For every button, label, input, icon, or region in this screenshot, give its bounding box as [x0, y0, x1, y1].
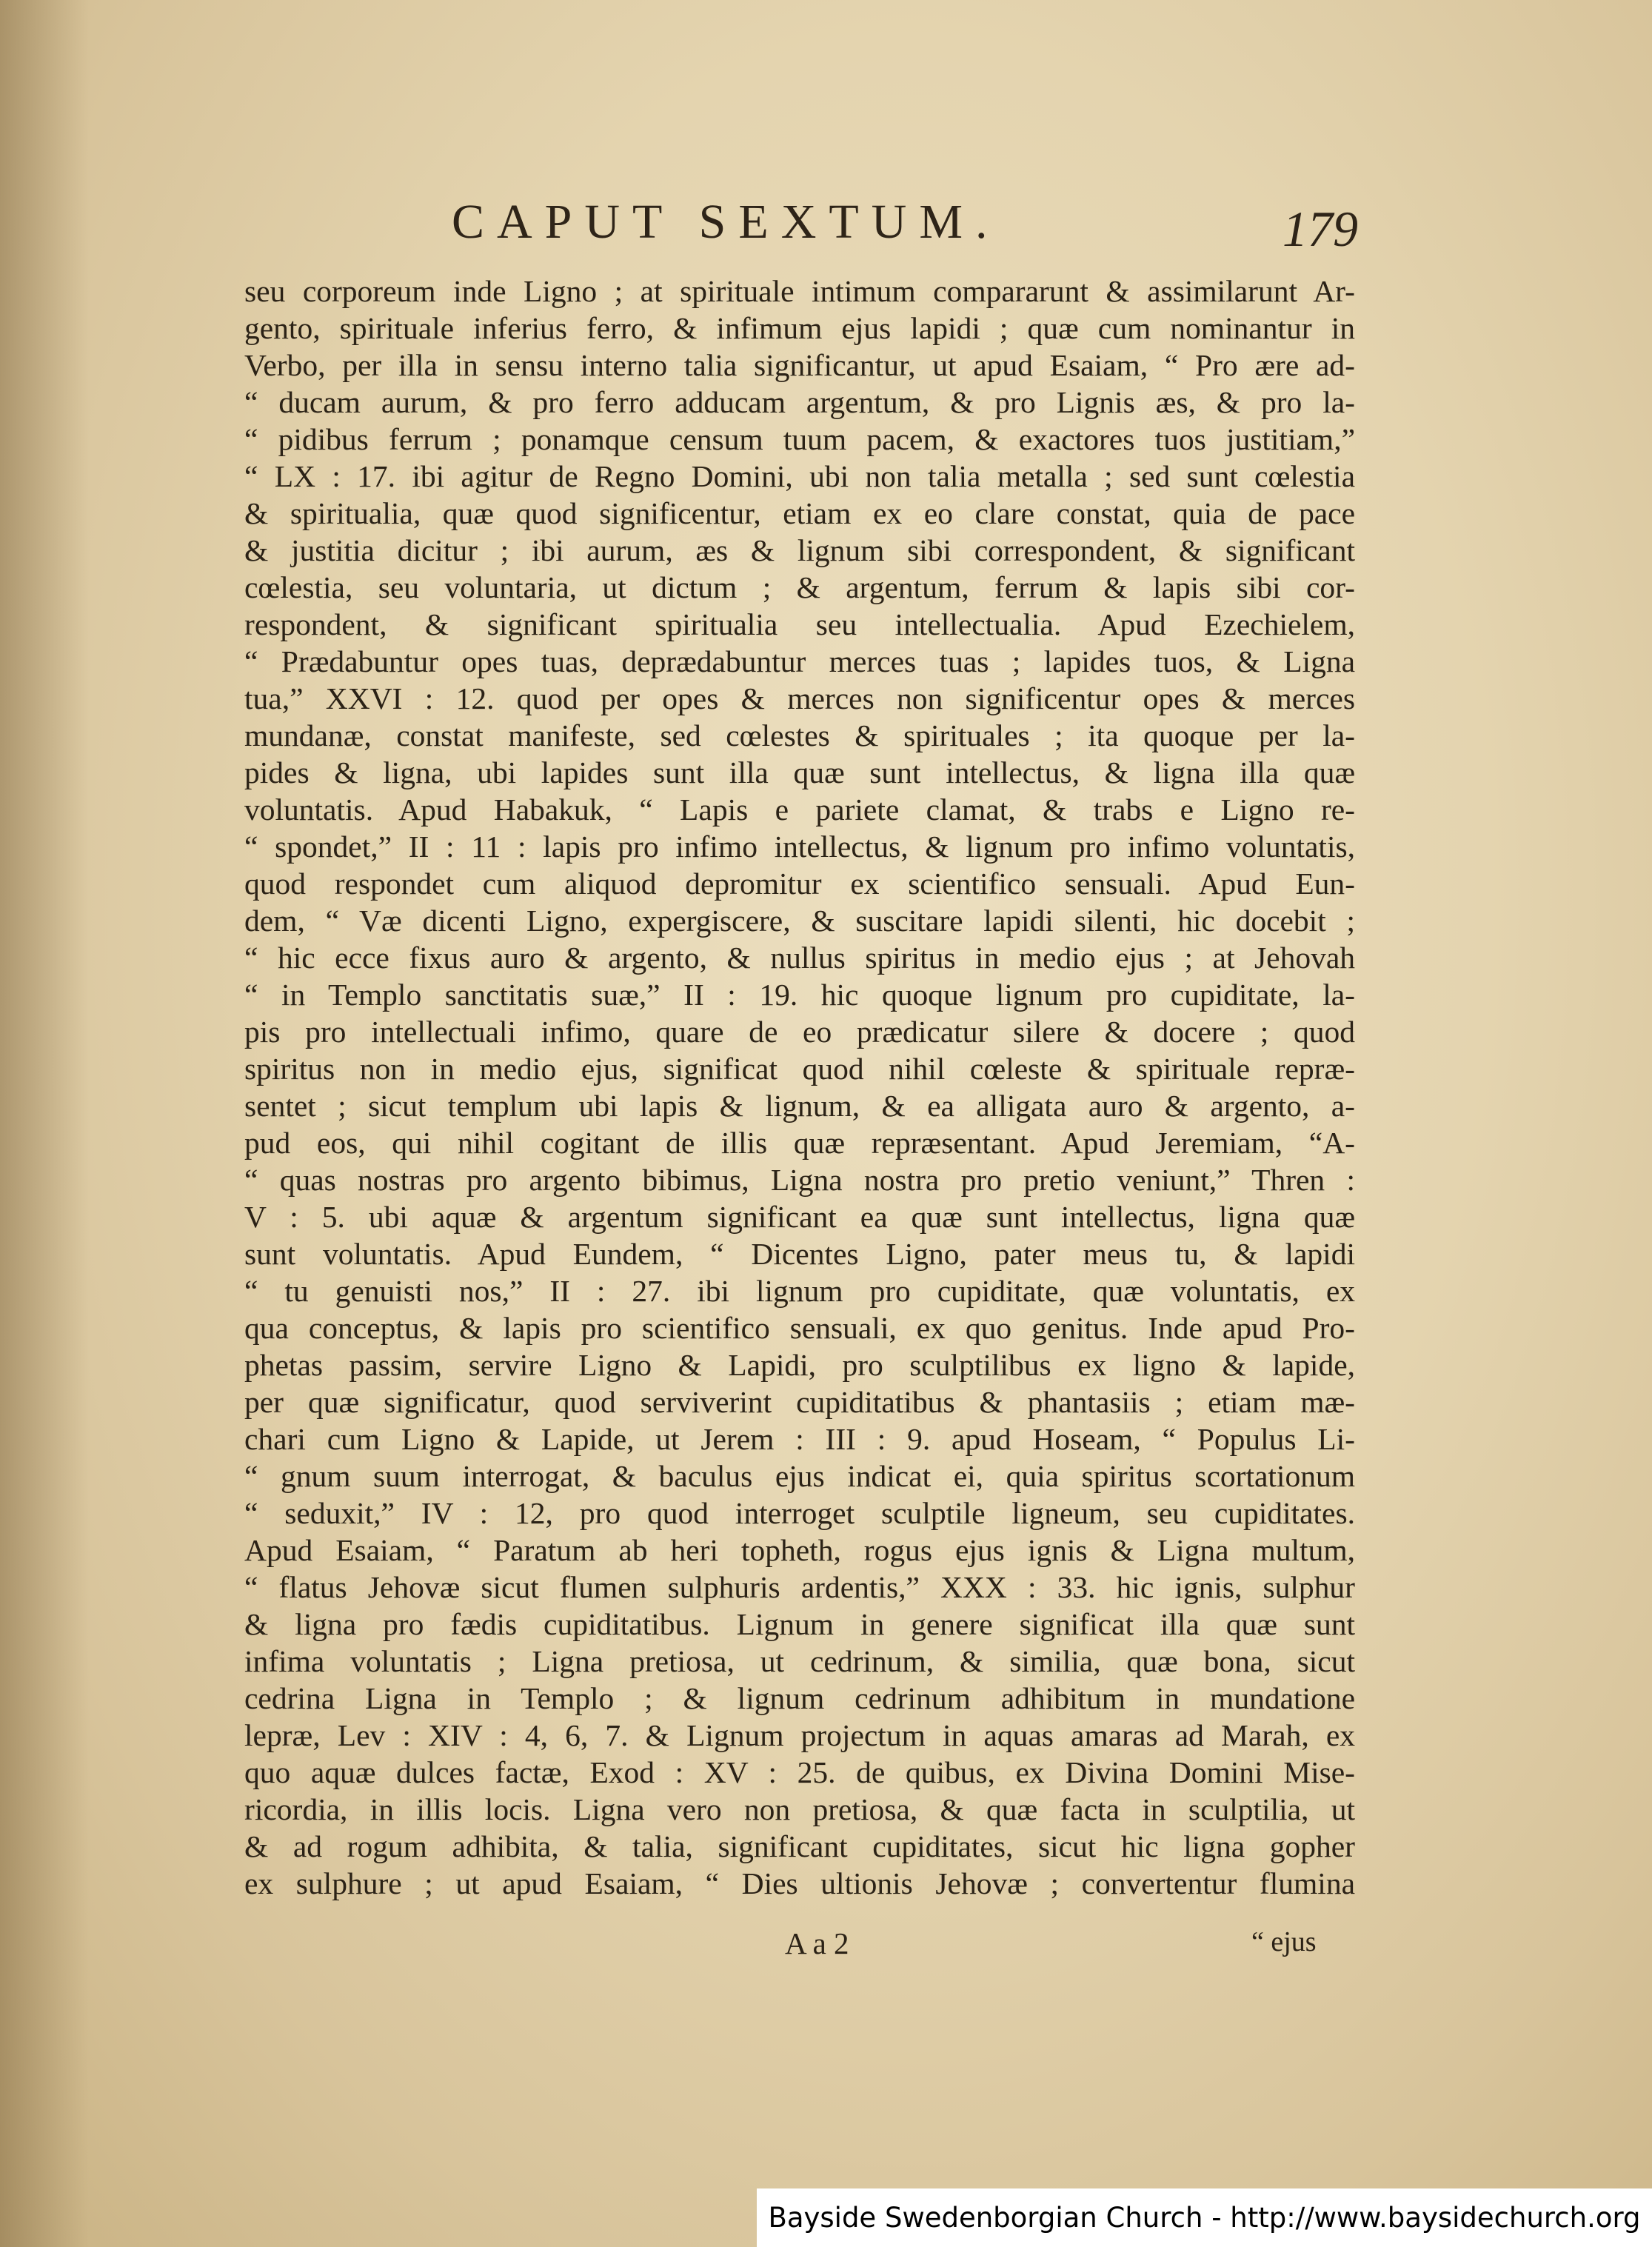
text-line: respondent, & significant spiritualia seu intellectualia. Apud Ezechielem, — [244, 607, 1355, 641]
text-line: ex sulphure ; ut apud Esaiam, “ Dies ultionis Jehovæ ; convertentur flumina — [244, 1866, 1355, 1900]
text-line: & ligna pro fædis cupiditatibus. Lignum in genere significat illa quæ sunt — [244, 1607, 1355, 1641]
text-line: dem, “ Væ dicenti Ligno, expergiscere, & suscitare lapidi silenti, hic docebit ; — [244, 904, 1355, 938]
text-line: sentet ; sicut templum ubi lapis & lignum, & ea alligata auro & argento, a- — [244, 1089, 1355, 1123]
text-line: infima voluntatis ; Ligna pretiosa, ut cedrinum, & similia, quæ bona, sicut — [244, 1644, 1355, 1678]
text-line: & ad rogum adhibita, & talia, significant cupiditates, sicut hic ligna gopher — [244, 1829, 1355, 1863]
text-line: per quæ significatur, quod serviverint cupiditatibus & phantasiis ; etiam mæ- — [244, 1385, 1355, 1419]
text-line: ricordia, in illis locis. Ligna vero non pretiosa, & quæ facta in sculptilia, ut — [244, 1792, 1355, 1826]
text-line: “ LX : 17. ibi agitur de Regno Domini, ubi non talia metalla ; sed sunt cœlestia — [244, 459, 1355, 493]
text-line: Apud Esaiam, “ Paratum ab heri topheth, rogus ejus ignis & Ligna multum, — [244, 1533, 1355, 1567]
text-line: cedrina Ligna in Templo ; & lignum cedrinum adhibitum in mundatione — [244, 1681, 1355, 1715]
text-line: pis pro intellectuali infimo, quare de eo prædicatur silere & docere ; quod — [244, 1015, 1355, 1049]
text-line: mundanæ, constat manifeste, sed cœlestes & spirituales ; ita quoque per la- — [244, 718, 1355, 752]
watermark-banner: Bayside Swedenborgian Church - http://www.baysidechurch.org — [757, 2188, 1652, 2247]
text-line: “ tu genuisti nos,” II : 27. ibi lignum pro cupiditate, quæ voluntatis, ex — [244, 1274, 1355, 1308]
text-line: “ in Templo sanctitatis suæ,” II : 19. hic quoque lignum pro cupiditate, la- — [244, 978, 1355, 1012]
text-line: cœlestia, seu voluntaria, ut dictum ; & argentum, ferrum & lapis sibi cor- — [244, 570, 1355, 604]
page-number: 179 — [1283, 201, 1358, 257]
text-line: pud eos, qui nihil cogitant de illis quæ repræsentant. Apud Jeremiam, “A- — [244, 1126, 1355, 1160]
text-line: “ quas nostras pro argento bibimus, Ligna nostra pro pretio veniunt,” Thren : — [244, 1163, 1355, 1197]
text-line: “ hic ecce fixus auro & argento, & nullus spiritus in medio ejus ; at Jehovah — [244, 941, 1355, 975]
text-line: “ gnum suum interrogat, & baculus ejus indicat ei, quia spiritus scortationum — [244, 1459, 1355, 1493]
text-line: qua conceptus, & lapis pro scientifico sensuali, ex quo genitus. Inde apud Pro- — [244, 1311, 1355, 1345]
text-line: quod respondet cum aliquod depromitur ex scientifico sensuali. Apud Eun- — [244, 867, 1355, 901]
text-line: quo aquæ dulces factæ, Exod : XV : 25. de quibus, ex Divina Domini Mise- — [244, 1755, 1355, 1789]
text-line: “ ducam aurum, & pro ferro adducam argentum, & pro Lignis æs, & pro la- — [244, 385, 1355, 419]
text-line: chari cum Ligno & Lapide, ut Jerem : III : 9. apud Hoseam, “ Populus Li- — [244, 1422, 1355, 1456]
text-line: “ Prædabuntur opes tuas, deprædabuntur merces tuas ; lapides tuos, & Ligna — [244, 644, 1355, 678]
text-line: gento, spirituale inferius ferro, & infimum ejus lapidi ; quæ cum nominantur in — [244, 311, 1355, 345]
text-line: lepræ, Lev : XIV : 4, 6, 7. & Lignum projectum in aquas amaras ad Marah, ex — [244, 1718, 1355, 1752]
text-line: V : 5. ubi aquæ & argentum significant ea quæ sunt intellectus, ligna quæ — [244, 1200, 1355, 1234]
text-line: tua,” XXVI : 12. quod per opes & merces non significentur opes & merces — [244, 681, 1355, 715]
text-line: pides & ligna, ubi lapides sunt illa quæ sunt intellectus, & ligna illa quæ — [244, 755, 1355, 789]
text-line: voluntatis. Apud Habakuk, “ Lapis e pariete clamat, & trabs e Ligno re- — [244, 792, 1355, 827]
signature-mark: A a 2 — [785, 1926, 849, 1960]
catchword: “ ejus — [1251, 1926, 1317, 1957]
text-line: Verbo, per illa in sensu interno talia significantur, ut apud Esaiam, “ Pro ære ad- — [244, 348, 1355, 382]
text-line: “ flatus Jehovæ sicut flumen sulphuris ardentis,” XXX : 33. hic ignis, sulphur — [244, 1570, 1355, 1604]
text-line: & spiritualia, quæ quod significentur, etiam ex eo clare constat, quia de pace — [244, 496, 1355, 530]
text-line: & justitia dicitur ; ibi aurum, æs & lignum sibi correspondent, & significant — [244, 533, 1355, 567]
text-line: “ pidibus ferrum ; ponamque censum tuum pacem, & exactores tuos justitiam,” — [244, 422, 1355, 456]
text-line: sunt voluntatis. Apud Eundem, “ Dicentes Ligno, pater meus tu, & lapidi — [244, 1237, 1355, 1271]
text-line: phetas passim, servire Ligno & Lapidi, pro sculptilibus ex ligno & lapide, — [244, 1348, 1355, 1382]
running-title: CAPUT SEXTUM. — [452, 195, 1000, 249]
text-line: spiritus non in medio ejus, significat quod nihil cœleste & spirituale repræ- — [244, 1052, 1355, 1086]
text-line: seu corporeum inde Ligno ; at spirituale intimum compararunt & assimilarunt Ar- — [244, 274, 1355, 308]
text-line: “ seduxit,” IV : 12, pro quod interroget sculptile ligneum, seu cupiditates. — [244, 1496, 1355, 1530]
body-text — [244, 273, 1355, 1917]
spine-shadow — [0, 0, 89, 2247]
text-line: “ spondet,” II : 11 : lapis pro infimo intellectus, & lignum pro infimo voluntatis, — [244, 829, 1355, 864]
